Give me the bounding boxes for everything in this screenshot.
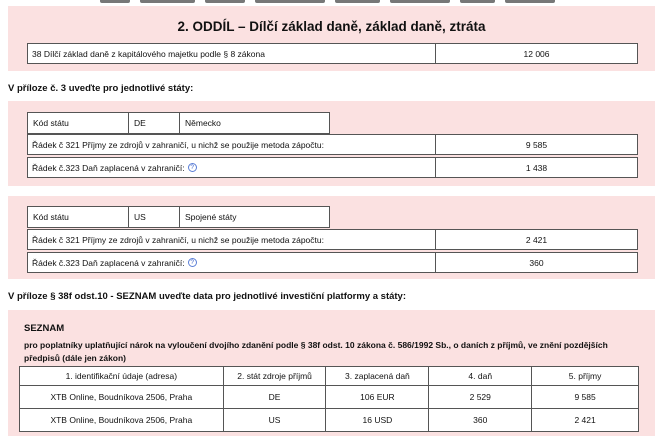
table-header-row	[20, 367, 639, 386]
seznam-table	[19, 366, 639, 432]
country-row-us	[27, 206, 330, 228]
table-row	[20, 386, 639, 409]
attachment-3-heading: V příloze č. 3 uveďte pro jednotlivé státy:	[8, 83, 194, 94]
question-circle-icon[interactable]: ?	[188, 163, 197, 172]
line-323-de	[27, 157, 638, 178]
line-321-value[interactable]: 2 421	[525, 234, 548, 245]
row-38	[27, 43, 638, 64]
table-cell[interactable]: 2 529	[429, 386, 532, 409]
question-circle-icon[interactable]: ?	[188, 258, 197, 267]
table-cell[interactable]: XTB Online, Boudníkova 2506, Praha	[20, 386, 224, 409]
line-323-label	[28, 253, 436, 272]
country-name-field[interactable]: Spojené státy	[179, 206, 330, 228]
line-321-value[interactable]: 9 585	[525, 139, 548, 150]
line-321-de	[27, 134, 638, 155]
col-header: 3. zaplacená daň	[326, 367, 429, 386]
table-cell[interactable]: DE	[223, 386, 326, 409]
line-323-label	[28, 158, 436, 177]
table-cell[interactable]: 106 EUR	[326, 386, 429, 409]
col-header: 4. daň	[429, 367, 532, 386]
line-323-label-text: Řádek č.323 Daň zaplacená v zahraničí:	[32, 257, 185, 268]
table-cell[interactable]: XTB Online, Boudníkova 2506, Praha	[20, 409, 224, 432]
table-cell[interactable]: 16 USD	[326, 409, 429, 432]
country-code-label: Kód státu	[27, 206, 129, 228]
line-323-us	[27, 252, 638, 273]
line-321-us	[27, 229, 638, 250]
section-title: 2. ODDÍL – Dílčí základ daně, základ daně, ztráta	[177, 19, 486, 34]
table-cell[interactable]: 360	[429, 409, 532, 432]
table-cell[interactable]: 9 585	[532, 386, 639, 409]
table-row	[20, 409, 639, 432]
line-321-label: Řádek č 321 Příjmy ze zdrojů v zahraničí, u nichž se použije metoda zápočtu:	[28, 230, 436, 249]
seznam-subtitle: pro poplatníky uplatňující nárok na vyloučení dvojího zdanění podle § 38f odst. 10 zákona č. 586/1992 Sb., o daních z příjmů, ve znění pozdějších předpisů (dále jen zákon)	[24, 340, 608, 363]
col-header: 2. stát zdroje příjmů	[223, 367, 326, 386]
line-323-value[interactable]: 1 438	[525, 162, 548, 173]
cropped-text-strip	[0, 0, 663, 5]
attachment-38f-heading: V příloze § 38f odst.10 - SEZNAM uveďte data pro jednotlivé investiční platformy a státy:	[8, 291, 407, 302]
country-name-field[interactable]: Německo	[179, 112, 330, 134]
country-row-de	[27, 112, 330, 134]
country-code-field[interactable]: US	[128, 206, 180, 228]
seznam-title: SEZNAM	[24, 323, 65, 334]
table-cell[interactable]: US	[223, 409, 326, 432]
row-38-label: 38 Dílčí základ daně z kapitálového majetku podle § 8 zákona	[28, 44, 436, 63]
country-code-field[interactable]: DE	[128, 112, 180, 134]
line-323-value[interactable]: 360	[529, 257, 544, 268]
country-code-label: Kód státu	[27, 112, 129, 134]
line-323-label-text: Řádek č.323 Daň zaplacená v zahraničí:	[32, 162, 185, 173]
col-header: 5. příjmy	[532, 367, 639, 386]
line-321-label: Řádek č 321 Příjmy ze zdrojů v zahraničí, u nichž se použije metoda zápočtu:	[28, 135, 436, 154]
row-38-value[interactable]: 12 006	[523, 48, 550, 59]
col-header: 1. identifikační údaje (adresa)	[20, 367, 224, 386]
table-cell[interactable]: 2 421	[532, 409, 639, 432]
